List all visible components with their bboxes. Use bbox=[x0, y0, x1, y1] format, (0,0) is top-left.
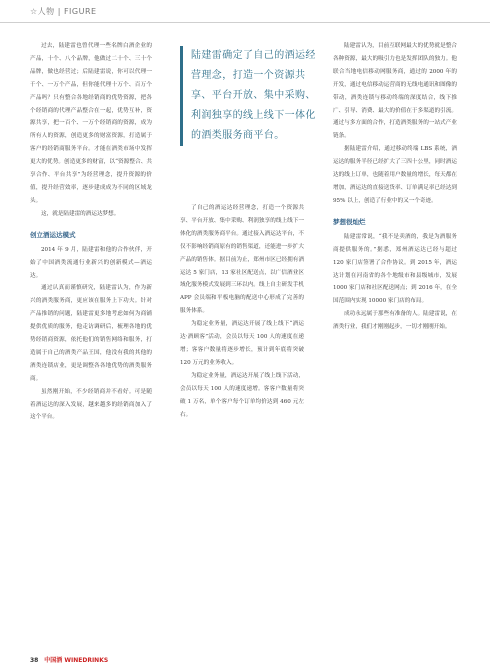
column-1 bbox=[30, 40, 152, 424]
paragraph: 陆建雷认为，目前互联网最大的优势就是整合各种资源，最大的吸引力也是发挥团队的独力。他联合当地电信移动网服务商，通过的 2000 年的开发，通过电信移动运营商的无线电通讯和图像的带动，酒类连锁与移动终端的深度结合，线下推广、引导、消费、最大的价值在于多渠道的引流。通过与多方面的合作，打造酒类服务的一站式产业链条。 bbox=[333, 43, 457, 140]
section-heading: 梦想很灿烂 bbox=[333, 217, 366, 226]
paragraph: 2014 年 9 月，陆建雷和他的合作伙伴，开始了中国酒类流通行业新兴的创新模式—酒运达。 bbox=[30, 246, 152, 279]
magazine-name: 中国酒 WINEDRINKS bbox=[44, 657, 109, 664]
column-3 bbox=[333, 40, 457, 334]
paragraph: 据陆建雷介绍，通过移动终端 LBS 系统，酒运达的服务半径已经扩大了三四十公里，同时酒运达的线上订单，也随着用户数量的增长，每天都在增加，酒运达的直接送货率、订单满足率已经达到 95% 以上，创造了行业中的又一个奇迹。 bbox=[333, 146, 457, 204]
paragraph: 通过认真而谨慎研究，陆建雷认为，作为新兴的酒类服务商，更应该在服务上下功夫。针对产品推销的问题，陆建雷更多地考虑如何为商铺提供优质的服务，他走访调研后，梳理各地的优势经销商资源，依托他们的销售网络和服务，打造属于自己的酒类产品王国，他没有我的其他的酒类连锁店业，更是调整各各地优势的酒类服务商。 bbox=[30, 285, 152, 382]
paragraph: 这，就是陆建雷的酒运达梦想。 bbox=[41, 210, 120, 217]
paragraph: 为稳定业务量，酒运达开展了线上线下活动，会员以每天 100 人的速度递增。客客户数量将突破 1 万名，单个客户每个订单均价达到 460 元左右。 bbox=[180, 372, 304, 418]
column-2 bbox=[180, 202, 304, 421]
paragraph: 成功永远属于那些有准备的人。陆建雷说，在酒类行业，我们才刚刚起步，一切才刚刚开始。 bbox=[333, 311, 457, 331]
page-number: 38 bbox=[30, 657, 39, 664]
section-label: ☆人物 | FIGURE bbox=[30, 7, 97, 16]
paragraph: 过去，陆建雷也曾代理一些名牌白酒企业的产品，十个、八个品牌，他做过二十个、三十个品牌，做也经营过；后陆建雷说，你可以代理一千个、一万个产品，但你能代理十万个、百万个产品吗？只有整合各地经销商的优势资源，把各个经销商的代理产品整合在一起，优势互补，资源共享，把一百个、一万个经销商的资源，成为所有人的资源，创造更多的财富资源，打造属于客户的经销商服务平台。才能在酒类市场中发挥更大的优势。创造更多的财富，以“资源整合、共享合作、平台共享”为经营理念，提升资源的价值，提升经营效率，逐步建成成为不同的区域龙头。 bbox=[30, 43, 152, 204]
section-heading: 创立酒运达模式 bbox=[30, 230, 76, 239]
pull-quote: 陆建雷确定了自己的酒运经营理念，打造一个资源共享、平台开放、集中采购、利润独享的线上线下一体化的酒类服务商平台。 bbox=[180, 46, 317, 146]
paragraph: 了自己的酒运达经营理念，打造一个资源共享、平台开放、集中采购、利润独享的线上线下一体化的酒类服务商平台。通过接入酒运达平台，不仅不影响经销商原有的销售渠道，还能进一步扩大产品的销售体。据目前为止，郑州市区已经拥有酒运达 5 家门店，13 家社区配送点，以广信酒业区域化服务模式发展到三环以内。线上自主研发手机 APP 会员端和平板电脑的配送中心形成了完善的服务体系。 bbox=[180, 205, 304, 315]
paragraph: 为稳定业务量，酒运达开展了线上线下“酒运达·酒顾客”活动，会员以每天 100 人的速度在递增；客客户数量将逐步增长，预计到年底将突破 120 万元的业务收入。 bbox=[180, 321, 304, 366]
page-header bbox=[0, 0, 490, 23]
paragraph: 虽然刚开始，不少经销商并不看好。可是随着酒运达的深入发展，越来越多的经销商加入了这个平台。 bbox=[30, 388, 152, 421]
paragraph: 陆建雷常说，“我不是卖酒的，我是为酒服务商提供服务的。”据悉，郑州酒运达已经与超过 120 家门店签署了合作协议。到 2015 年，酒运达计划在河南省的各个地级市和县级城市，发展 1000 家门店和社区配送网点；到 2016 年，在全国范围内实现 10000 家门店的布局。 bbox=[333, 233, 457, 305]
page-footer bbox=[30, 655, 108, 665]
